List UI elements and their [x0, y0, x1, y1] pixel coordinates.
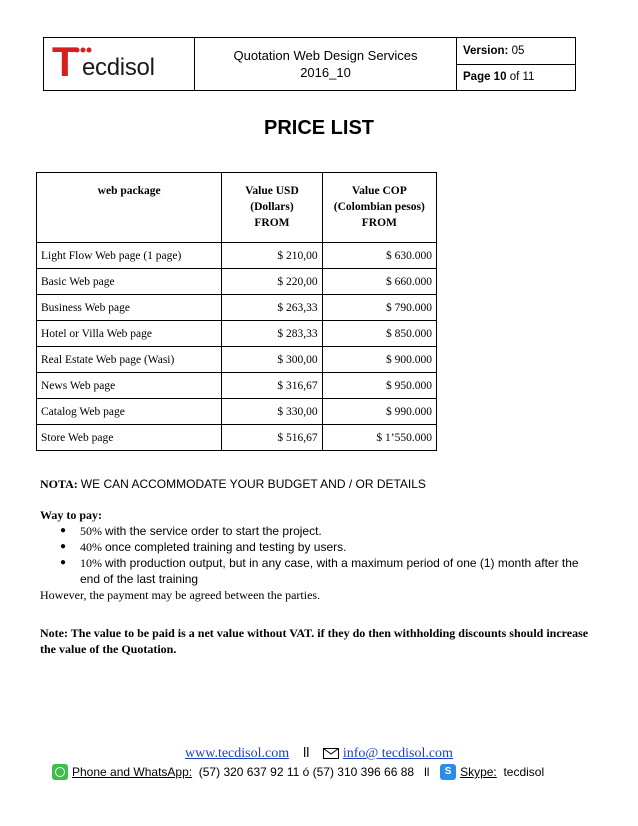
- header-usd-line2: (Dollars): [250, 201, 294, 213]
- header-cop-line1: Value COP: [351, 185, 407, 197]
- skype-label: Skype:: [460, 765, 497, 779]
- phone-numbers: (57) 320 637 92 11 ó (57) 310 396 66 88: [198, 765, 415, 779]
- table-row: [37, 399, 437, 425]
- logo-letter: T: [52, 38, 78, 85]
- header-meta: [457, 38, 575, 90]
- table-row: [37, 243, 437, 269]
- nota-line: [40, 477, 426, 492]
- website-link[interactable]: www.tecdisol.com: [185, 746, 290, 761]
- package-name: Hotel or Villa Web page: [37, 321, 222, 347]
- footer-links: [0, 744, 638, 762]
- document-header: [43, 37, 576, 91]
- package-name: Light Flow Web page (1 page): [37, 243, 222, 269]
- package-name: Catalog Web page: [37, 399, 222, 425]
- header-title: [195, 38, 457, 90]
- footer-separator: ll: [303, 744, 310, 760]
- email-domain: tecdisol.com: [381, 746, 453, 761]
- version-label: Version:: [463, 44, 509, 57]
- table-row: [37, 373, 437, 399]
- whatsapp-icon: [52, 764, 68, 780]
- page-title: PRICE LIST: [263, 117, 374, 139]
- payment-text: once completed training and testing by users.: [105, 540, 347, 554]
- payment-text: with the service order to start the project.: [105, 524, 322, 538]
- header-usd-line3: FROM: [254, 217, 290, 229]
- payment-heading: Way to pay:: [40, 508, 103, 522]
- email-link[interactable]: [343, 746, 453, 761]
- header-cop-line2: (Colombian pesos): [333, 201, 425, 213]
- price-usd: $ 263,33: [222, 295, 322, 321]
- table-row: [37, 425, 437, 451]
- footer-separator-2: ll: [424, 765, 430, 779]
- header-title-line2: 2016_10: [300, 65, 351, 80]
- price-table: [36, 172, 437, 451]
- price-cop: $ 950.000: [322, 373, 436, 399]
- payment-pct: 50%: [80, 524, 102, 538]
- payment-list: [40, 523, 600, 587]
- table-row: [37, 295, 437, 321]
- price-usd: $ 210,00: [222, 243, 322, 269]
- vat-note: Note: The value to be paid is a net value without VAT. if they do then withholding discounts should increase the value of the Quotation.: [40, 626, 589, 656]
- package-name: Store Web page: [37, 425, 222, 451]
- price-cop: $ 990.000: [322, 399, 436, 425]
- payment-pct: 10%: [80, 556, 102, 570]
- price-usd: $ 300,00: [222, 347, 322, 373]
- price-usd: $ 316,67: [222, 373, 322, 399]
- nota-label: NOTA:: [40, 477, 78, 491]
- skype-user: tecdisol: [503, 765, 545, 779]
- header-usd-line1: Value USD: [245, 185, 299, 197]
- price-usd: $ 220,00: [222, 269, 322, 295]
- header-value-usd: [222, 173, 322, 243]
- header-web-package: web package: [37, 173, 222, 243]
- list-item: [80, 539, 600, 555]
- payment-pct: 40%: [80, 540, 102, 554]
- skype-icon: S: [440, 764, 456, 780]
- price-cop: $ 630.000: [322, 243, 436, 269]
- price-cop: $ 1’550.000: [322, 425, 436, 451]
- table-row: [37, 347, 437, 373]
- phone-label: Phone and WhatsApp:: [72, 765, 193, 779]
- payment-closing: However, the payment may be agreed between the parties.: [40, 588, 321, 602]
- list-item: [80, 523, 600, 539]
- page-cell: [457, 65, 575, 91]
- package-name: News Web page: [37, 373, 222, 399]
- page-label: Page 10: [463, 71, 507, 84]
- company-logo: [44, 38, 195, 90]
- price-usd: $ 330,00: [222, 399, 322, 425]
- header-title-line1: Quotation Web Design Services: [233, 48, 418, 63]
- package-name: Business Web page: [37, 295, 222, 321]
- table-row: [37, 321, 437, 347]
- nota-text: WE CAN ACCOMMODATE YOUR BUDGET AND / OR DETAILS: [80, 477, 426, 491]
- list-item: [80, 555, 600, 587]
- price-cop: $ 900.000: [322, 347, 436, 373]
- footer-contact: [52, 764, 544, 780]
- price-cop: $ 790.000: [322, 295, 436, 321]
- payment-text: with production output, but in any case, with a maximum period of one (1) month after the end of the last training: [80, 556, 579, 586]
- email-user: info@: [342, 746, 379, 761]
- price-cop: $ 660.000: [322, 269, 436, 295]
- price-cop: $ 850.000: [322, 321, 436, 347]
- header-cop-line3: FROM: [361, 217, 397, 229]
- price-usd: $ 283,33: [222, 321, 322, 347]
- payment-section: [40, 507, 600, 603]
- header-value-cop: [322, 173, 436, 243]
- price-usd: $ 516,67: [222, 425, 322, 451]
- mail-icon: [323, 748, 339, 759]
- version-cell: [457, 38, 575, 65]
- table-row: [37, 269, 437, 295]
- version-value: 05: [511, 44, 525, 57]
- table-header-row: [37, 173, 437, 243]
- page-of: of 11: [509, 71, 535, 84]
- package-name: Real Estate Web page (Wasi): [37, 347, 222, 373]
- logo-text: ecdisol: [82, 54, 155, 81]
- package-name: Basic Web page: [37, 269, 222, 295]
